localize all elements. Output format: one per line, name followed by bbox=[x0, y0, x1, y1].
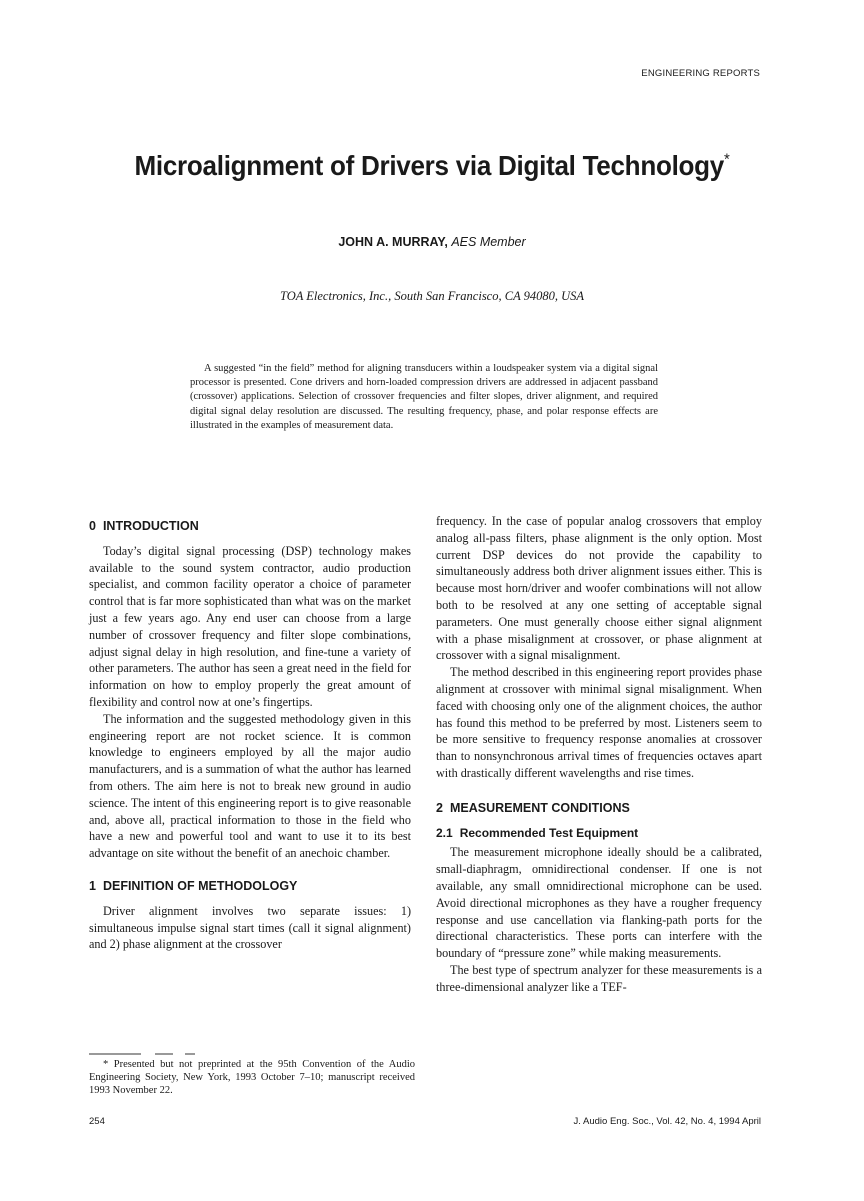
section-title: DEFINITION OF METHODOLOGY bbox=[102, 878, 298, 893]
left-column bbox=[89, 518, 411, 953]
method-paragraph: The method described in this engineering report provides phase alignment at crossover with minimal signal misalignment. When faced with choosing only one of the alignment choices, the author has found this method to be preferred by most. Listeners seem to be more sensitive to frequency response anomalies at crossover than to nonsynchronous arrival times of frequencies octaves apart with drastically different wavelengths and rise times. bbox=[436, 665, 762, 780]
section-title: INTRODUCTION bbox=[102, 519, 199, 533]
page-number: 254 bbox=[89, 1116, 105, 1127]
right-column bbox=[436, 513, 762, 996]
author-affiliation: TOA Electronics, Inc., South San Francisco, CA 94080, USA bbox=[279, 289, 585, 303]
section-title: MEASUREMENT CONDITIONS bbox=[449, 800, 630, 815]
author-line bbox=[60, 235, 804, 249]
article-title-text: Microalignment of Drivers via Digital Technology bbox=[134, 150, 724, 181]
abstract: A suggested “in the field” method for aligning transducers within a loudspeaker system via a digital signal processor is presented. Cone drivers and horn-loaded compression drivers are addressed in adjacent passband (crossover) applications. Selection of crossover frequencies and filter slopes, driver alignment, and required digital signal delay resolution are discussed. The resulting frequency, phase, and polar response effects are illustrated in the examples of measurement data. bbox=[190, 363, 658, 431]
intro-paragraph-2: The information and the suggested methodology given in this engineering report are not rocket science. It is common knowledge to engineers employed by all the major audio manufacturers, and is a summation of what the author has learned from others. The aim here is not to break new ground in audio science. The intent of this engineering report is to give reasonable and, above all, practical information to those in the field who have a new and powerful tool and want to use it to its best advantage on site without the benefit of an anechoic chamber. bbox=[89, 711, 411, 861]
section-heading-methodology bbox=[89, 878, 411, 895]
author-name: JOHN A. MURRAY, bbox=[338, 235, 448, 249]
footnote: * Presented but not preprinted at the 95th Convention of the Audio Engineering Society, New York, 1993 October 7–10; manuscript received 1993 November 22. bbox=[89, 1059, 415, 1096]
subsection-number: 2.1 bbox=[436, 825, 453, 840]
continued-paragraph: frequency. In the case of popular analog crossovers that employ analog all-pass filters, phase alignment is the only option. Most current DSP devices do not provide the capability to simultaneously address both driver alignment issues either. This is because most horn/driver and woofer combinations will not allow both to be resolved at any one setting of acceptable signal parameters. One must generally choose either signal alignment with a phase misalignment at crossover, or phase alignment at crossover with a signal misalignment. bbox=[436, 514, 762, 663]
running-header: ENGINEERING REPORTS bbox=[641, 68, 760, 79]
section-heading-introduction bbox=[89, 518, 411, 535]
measurement-paragraph-1: The measurement microphone ideally should be a calibrated, small-diaphragm, omnidirectional condenser. If one is not available, any small omnidirectional microphone can be used. Avoid directional microphones as they have a rougher frequency response and use cancellation via flanking-path ports for the directional characteristics. These ports can interfere with the boundary of “pressure zone” while making measurements. bbox=[436, 845, 762, 961]
methodology-paragraph-1: Driver alignment involves two separate issues: 1) simultaneous impulse signal start times (call it signal alignment) and 2) phase alignment at the crossover bbox=[89, 903, 411, 952]
subsection-heading-test-equipment bbox=[436, 825, 762, 842]
subsection-title: Recommended Test Equipment bbox=[459, 825, 639, 840]
title-footnote-mark: * bbox=[723, 151, 730, 169]
section-number: 2 bbox=[436, 800, 443, 815]
section-heading-measurement bbox=[436, 800, 762, 817]
article-title bbox=[86, 150, 778, 182]
intro-paragraph-1: Today’s digital signal processing (DSP) technology makes available to the sound system contractor, audio production specialist, and common facility operator a choice of parameter control that is far more sophisticated than what was on the market just a few years ago. Any end user can choose from a large number of crossover frequency and filter slope combinations, adjust signal delay in high resolution, and fine-tune a variety of other parameters. The author has seen a great need in the field for information on how to employ properly the great amount of flexibility and control now at one’s fingertips. bbox=[89, 543, 411, 709]
author-membership: AES Member bbox=[451, 235, 526, 249]
section-number: 0 bbox=[89, 519, 96, 533]
section-number: 1 bbox=[89, 878, 96, 893]
journal-reference: J. Audio Eng. Soc., Vol. 42, No. 4, 1994 April bbox=[573, 1116, 761, 1127]
measurement-paragraph-2: The best type of spectrum analyzer for these measurements is a three-dimensional analyzer like a TEF- bbox=[436, 962, 762, 994]
